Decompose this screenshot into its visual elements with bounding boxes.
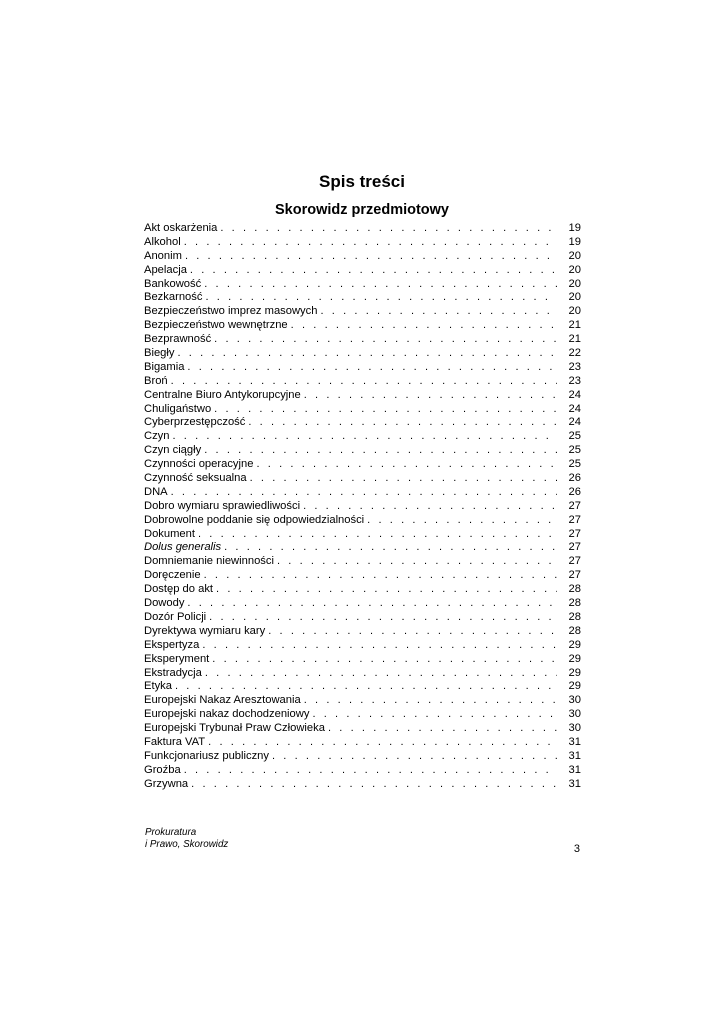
- toc-entry-term: Alkohol: [144, 235, 181, 248]
- toc-entry-term: Bankowość: [144, 277, 202, 290]
- toc-dot-leader: [204, 278, 557, 292]
- publication-footer: [145, 827, 228, 851]
- toc-entry-term: Bezkarność: [144, 291, 203, 304]
- toc-dot-leader: [320, 305, 557, 319]
- toc-entry-term: Ekspertyza: [144, 638, 200, 651]
- toc-entry: [144, 347, 581, 361]
- toc-entry: [144, 500, 581, 514]
- toc-dot-leader: [312, 708, 557, 722]
- toc-entry-term: Czyn: [144, 430, 170, 443]
- toc-entry-term: DNA: [144, 485, 168, 498]
- toc-entry-term: Bezpieczeństwo imprez masowych: [144, 305, 318, 318]
- toc-dot-leader: [171, 375, 557, 389]
- toc-dot-leader: [185, 250, 557, 264]
- toc-dot-leader: [190, 264, 557, 278]
- toc-entry-page: 19: [568, 222, 581, 234]
- toc-entry: [144, 597, 581, 611]
- toc-entry-term: Czynność seksualna: [144, 472, 247, 485]
- toc-dot-leader: [248, 416, 557, 430]
- toc-dot-leader: [208, 736, 557, 750]
- toc-entry-term: Faktura VAT: [144, 735, 206, 748]
- toc-entry-page: 27: [568, 513, 581, 526]
- toc-dot-leader: [198, 528, 557, 542]
- toc-entry-page: 25: [568, 458, 581, 471]
- toc-entry-page: 31: [568, 777, 581, 790]
- toc-entry-page: 28: [568, 583, 581, 596]
- toc-entry: [144, 708, 581, 722]
- toc-entry: [144, 541, 581, 555]
- toc-entry: [144, 750, 581, 764]
- toc-entry: [144, 236, 581, 250]
- toc-entry-term: Groźba: [144, 763, 181, 776]
- toc-entry-term: Apelacja: [144, 263, 187, 276]
- toc-dot-leader: [187, 597, 557, 611]
- toc-entry-page: 21: [568, 333, 581, 346]
- publication-title: Prokuratura: [145, 827, 197, 838]
- toc-entry-term: Czynności operacyjne: [144, 458, 254, 471]
- section-subtitle: Skorowidz przedmiotowy: [274, 202, 449, 218]
- toc-entry-term: Cyberprzestępczość: [144, 416, 246, 429]
- toc-dot-leader: [367, 514, 557, 528]
- toc-entry-term: Dostęp do akt: [144, 583, 214, 596]
- toc-entry: [144, 222, 581, 236]
- toc-entry: [144, 653, 581, 667]
- toc-entry-page: 25: [568, 430, 581, 443]
- toc-entry-page: 27: [568, 555, 581, 568]
- toc-entry-page: 30: [568, 694, 581, 707]
- toc-dot-leader: [304, 389, 557, 403]
- toc-entry: [144, 555, 581, 569]
- toc-entry-page: 24: [568, 416, 581, 429]
- toc-entry-page: 20: [568, 291, 581, 304]
- toc-entry: [144, 722, 581, 736]
- toc-dot-leader: [204, 569, 557, 583]
- toc-entry-term: Anonim: [144, 249, 182, 262]
- toc-dot-leader: [184, 236, 557, 250]
- toc-entry-page: 20: [568, 263, 581, 276]
- toc-entry-page: 23: [568, 374, 581, 387]
- toc-entry-term: Europejski Trybunał Praw Człowieka: [144, 722, 325, 735]
- toc-entry: [144, 528, 581, 542]
- toc-entry-page: 29: [568, 666, 581, 679]
- toc-dot-leader: [224, 541, 557, 555]
- toc-entry-page: 24: [568, 402, 581, 415]
- toc-dot-leader: [250, 472, 557, 486]
- toc-entry-page: 21: [568, 319, 581, 332]
- toc-entry: [144, 778, 581, 792]
- toc-dot-leader: [277, 555, 557, 569]
- toc-entry-term: Doręczenie: [144, 569, 201, 582]
- toc-dot-leader: [256, 458, 557, 472]
- toc-dot-leader: [272, 750, 557, 764]
- toc-entry: [144, 389, 581, 403]
- toc-entry-term: Dyrektywa wymiaru kary: [144, 624, 266, 637]
- toc-entry-term: Dobrowolne poddanie się odpowiedzialności: [144, 513, 365, 526]
- toc-entry-page: 26: [568, 472, 581, 485]
- toc-entry-page: 20: [568, 249, 581, 262]
- toc-entry-page: 29: [568, 652, 581, 665]
- toc-entry-page: 28: [568, 597, 581, 610]
- toc-dot-leader: [204, 444, 557, 458]
- toc-entry-page: 27: [568, 499, 581, 512]
- toc-entry: [144, 264, 581, 278]
- toc-entry-page: 20: [568, 277, 581, 290]
- toc-entry-term: Grzywna: [144, 777, 189, 790]
- toc-entry: [144, 430, 581, 444]
- toc-entry-term: Dokument: [144, 527, 195, 540]
- toc-entry-page: 31: [568, 749, 581, 762]
- toc-entry: [144, 514, 581, 528]
- toc-dot-leader: [220, 222, 557, 236]
- table-of-contents: [144, 222, 581, 792]
- page-title: Spis treści: [319, 172, 405, 191]
- toc-entry-page: 24: [568, 388, 581, 401]
- toc-entry-page: 30: [568, 708, 581, 721]
- toc-dot-leader: [214, 333, 557, 347]
- toc-entry-term: Broń: [144, 374, 168, 387]
- toc-entry: [144, 333, 581, 347]
- toc-dot-leader: [191, 778, 557, 792]
- toc-entry: [144, 458, 581, 472]
- toc-entry: [144, 403, 581, 417]
- toc-entry: [144, 736, 581, 750]
- toc-entry: [144, 319, 581, 333]
- toc-entry: [144, 694, 581, 708]
- toc-dot-leader: [303, 500, 557, 514]
- toc-entry-page: 20: [568, 305, 581, 318]
- toc-entry-term: Ekstradycja: [144, 666, 202, 679]
- toc-entry: [144, 486, 581, 500]
- toc-entry-page: 25: [568, 444, 581, 457]
- publication-subtitle: i Prawo, Skorowidz: [145, 839, 229, 850]
- toc-entry-term: Bezprawność: [144, 333, 212, 346]
- toc-dot-leader: [212, 653, 557, 667]
- toc-entry: [144, 361, 581, 375]
- toc-entry: [144, 583, 581, 597]
- toc-dot-leader: [187, 361, 557, 375]
- toc-entry-term: Bigamia: [144, 360, 185, 373]
- toc-entry: [144, 472, 581, 486]
- toc-dot-leader: [171, 486, 557, 500]
- toc-entry: [144, 625, 581, 639]
- toc-entry-term: Europejski nakaz dochodzeniowy: [144, 708, 310, 721]
- toc-entry-term: Chuligaństwo: [144, 402, 212, 415]
- toc-dot-leader: [216, 583, 557, 597]
- toc-dot-leader: [291, 319, 557, 333]
- toc-entry-term: Domniemanie niewinności: [144, 555, 274, 568]
- toc-entry: [144, 764, 581, 778]
- toc-dot-leader: [304, 694, 557, 708]
- toc-entry-term: Biegły: [144, 347, 175, 360]
- toc-entry-term: Akt oskarżenia: [144, 222, 218, 234]
- toc-entry-page: 31: [568, 735, 581, 748]
- toc-entry: [144, 611, 581, 625]
- toc-dot-leader: [214, 403, 557, 417]
- toc-entry-term: Funkcjonariusz publiczny: [144, 749, 269, 762]
- toc-entry-page: 29: [568, 680, 581, 693]
- toc-entry-term: Bezpieczeństwo wewnętrzne: [144, 319, 288, 332]
- toc-dot-leader: [177, 347, 557, 361]
- toc-entry-page: 26: [568, 485, 581, 498]
- toc-entry-page: 23: [568, 360, 581, 373]
- toc-dot-leader: [205, 667, 557, 681]
- toc-entry-page: 30: [568, 722, 581, 735]
- toc-entry-page: 31: [568, 763, 581, 776]
- toc-entry: [144, 305, 581, 319]
- toc-entry-page: 27: [568, 541, 581, 554]
- toc-entry-page: 22: [568, 347, 581, 360]
- toc-dot-leader: [173, 430, 558, 444]
- toc-entry-term: Dozór Policji: [144, 610, 207, 623]
- toc-entry: [144, 667, 581, 681]
- toc-dot-leader: [202, 639, 557, 653]
- toc-entry-page: 28: [568, 610, 581, 623]
- toc-entry-page: 27: [568, 527, 581, 540]
- toc-dot-leader: [205, 291, 557, 305]
- toc-entry: [144, 569, 581, 583]
- toc-entry: [144, 250, 581, 264]
- toc-dot-leader: [184, 764, 557, 778]
- toc-entry-term: Dobro wymiaru sprawiedliwości: [144, 499, 301, 512]
- toc-entry-page: 29: [568, 638, 581, 651]
- toc-entry: [144, 278, 581, 292]
- toc-entry-term: Dolus generalis: [144, 541, 222, 554]
- toc-entry: [144, 444, 581, 458]
- toc-dot-leader: [328, 722, 557, 736]
- toc-entry-term: Dowody: [144, 597, 185, 610]
- page-number: 3: [573, 843, 580, 855]
- toc-entry: [144, 639, 581, 653]
- toc-entry-page: 19: [568, 235, 581, 248]
- toc-entry: [144, 680, 581, 694]
- toc-dot-leader: [268, 625, 557, 639]
- toc-entry-term: Czyn ciągły: [144, 444, 202, 457]
- toc-dot-leader: [209, 611, 557, 625]
- toc-entry: [144, 416, 581, 430]
- toc-entry-term: Etyka: [144, 680, 172, 693]
- toc-entry-term: Eksperyment: [144, 652, 210, 665]
- toc-entry: [144, 375, 581, 389]
- toc-entry-term: Europejski Nakaz Aresztowania: [144, 694, 301, 707]
- toc-entry: [144, 291, 581, 305]
- toc-dot-leader: [175, 680, 557, 694]
- toc-entry-term: Centralne Biuro Antykorupcyjne: [144, 388, 301, 401]
- toc-entry-page: 28: [568, 624, 581, 637]
- toc-entry-page: 27: [568, 569, 581, 582]
